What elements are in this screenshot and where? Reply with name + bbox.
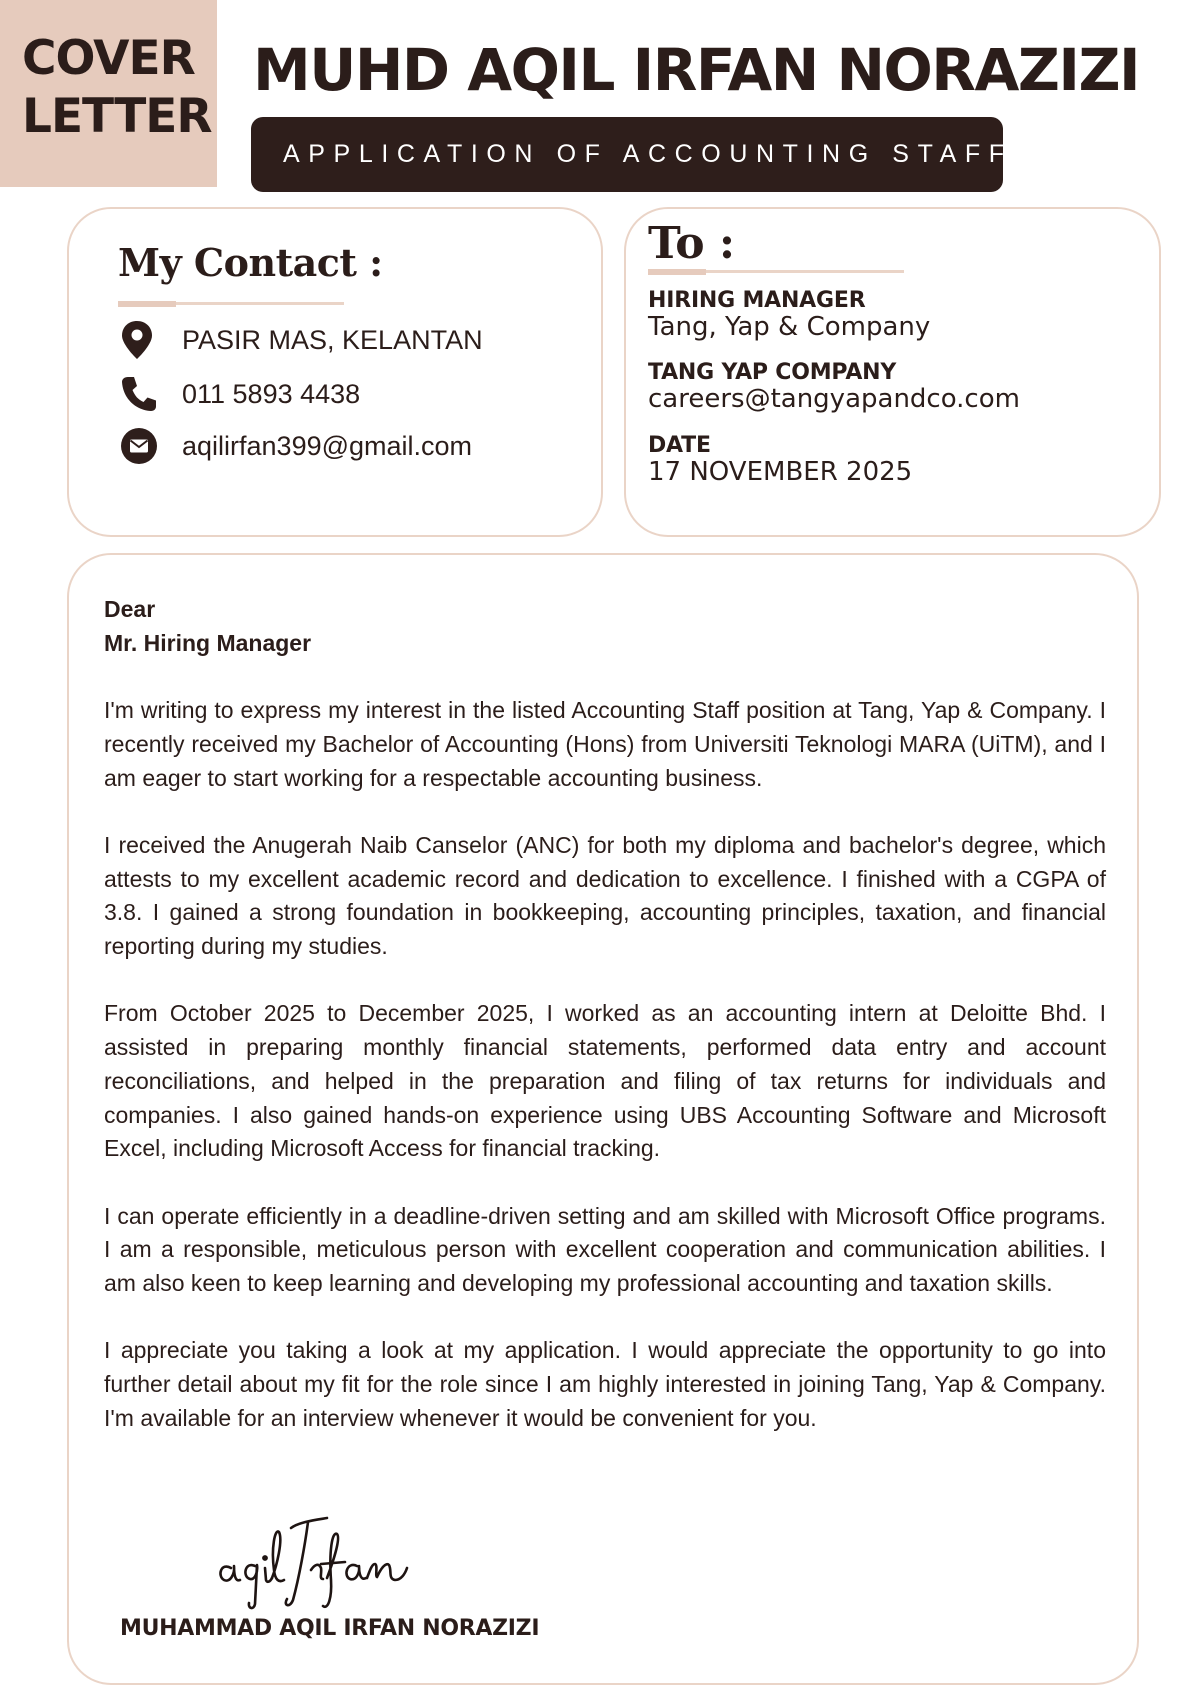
phone-icon: [120, 374, 166, 414]
applicant-name: MUHD AQIL IRFAN NORAZIZI: [253, 36, 1140, 104]
cover-letter-badge: [0, 0, 217, 187]
contact-heading-underline: [118, 302, 344, 305]
contact-email: [120, 426, 472, 466]
date-label: DATE: [648, 433, 711, 458]
signer-name: MUHAMMAD AQIL IRFAN NORAZIZI: [120, 1616, 540, 1641]
recipient-company-block: [648, 361, 1020, 413]
location-text: PASIR MAS, KELANTAN: [182, 324, 483, 355]
recipient-company-label: TANG YAP COMPANY: [648, 360, 897, 385]
paragraph-interest: I'm writing to express my interest in the listed Accounting Staff position at Tang, Yap & Company. I recently received my Bachelor of Accounting (Hons) from Universiti Teknologi MARA (UiTM), and I am eager to start working for a respectable accounting business.: [104, 697, 1106, 791]
subtitle-text: APPLICATION OF ACCOUNTING STAFF: [283, 140, 1013, 168]
recipient-email: careers@tangyapandco.com: [648, 384, 1020, 414]
recipient-heading-underline: [648, 270, 904, 273]
salutation-line1: Dear: [104, 596, 156, 622]
recipient-heading: To :: [648, 218, 735, 269]
subtitle-banner: [251, 117, 1013, 192]
cover-label-line2: LETTER: [22, 89, 212, 144]
cover-label-line1: COVER: [22, 31, 195, 86]
paragraph-closing: I appreciate you taking a look at my application. I would appreciate the opportunity to go into further detail about my fit for the role since I am highly interested in joining Tang, Yap & Company. I'm available for an interview whenever it would be convenient for you.: [104, 1337, 1106, 1431]
phone-text: 011 5893 4438: [182, 378, 361, 409]
recipient-company-name: Tang, Yap & Company: [648, 312, 931, 342]
recipient-manager-label: HIRING MANAGER: [648, 288, 866, 313]
contact-phone: [120, 374, 360, 414]
date-value: 17 NOVEMBER 2025: [648, 457, 913, 487]
email-text: aqilirfan399@gmail.com: [182, 430, 473, 461]
contact-location: [120, 320, 483, 360]
salutation-line2: Mr. Hiring Manager: [104, 629, 312, 656]
paragraph-skills: I can operate efficiently in a deadline-driven setting and am skilled with Microsoft Office programs. I am a responsible, meticulous person with excellent cooperation and communication abilities. I am also keen to keep learning and developing my professional accounting and taxation skills.: [104, 1202, 1106, 1296]
recipient-date-block: [648, 434, 912, 486]
recipient-manager-block: [648, 289, 930, 341]
email-icon: [120, 426, 166, 466]
paragraph-internship: From October 2025 to December 2025, I worked as an accounting intern at Deloitte Bhd. I assisted in preparing monthly financial statements, performed data entry and account reconciliations, and helped in the preparation and filing of tax returns for individuals and companies. I also gained hands-on experience using UBS Accounting Software and Microsoft Excel, including Microsoft Access for financial tracking.: [104, 1000, 1106, 1162]
letter-body: [104, 593, 1106, 1436]
handwritten-signature: [215, 1500, 430, 1615]
contact-heading: My Contact :: [118, 240, 383, 285]
paragraph-academics: I received the Anugerah Naib Canselor (ANC) for both my diploma and bachelor's degree, which attests to my excellent academic record and dedication to excellence. I finished with a CGPA of 3.8. I gained a strong foundation in bookkeeping, accounting principles, taxation, and financial reporting during my studies.: [104, 831, 1106, 959]
location-pin-icon: [120, 320, 166, 360]
